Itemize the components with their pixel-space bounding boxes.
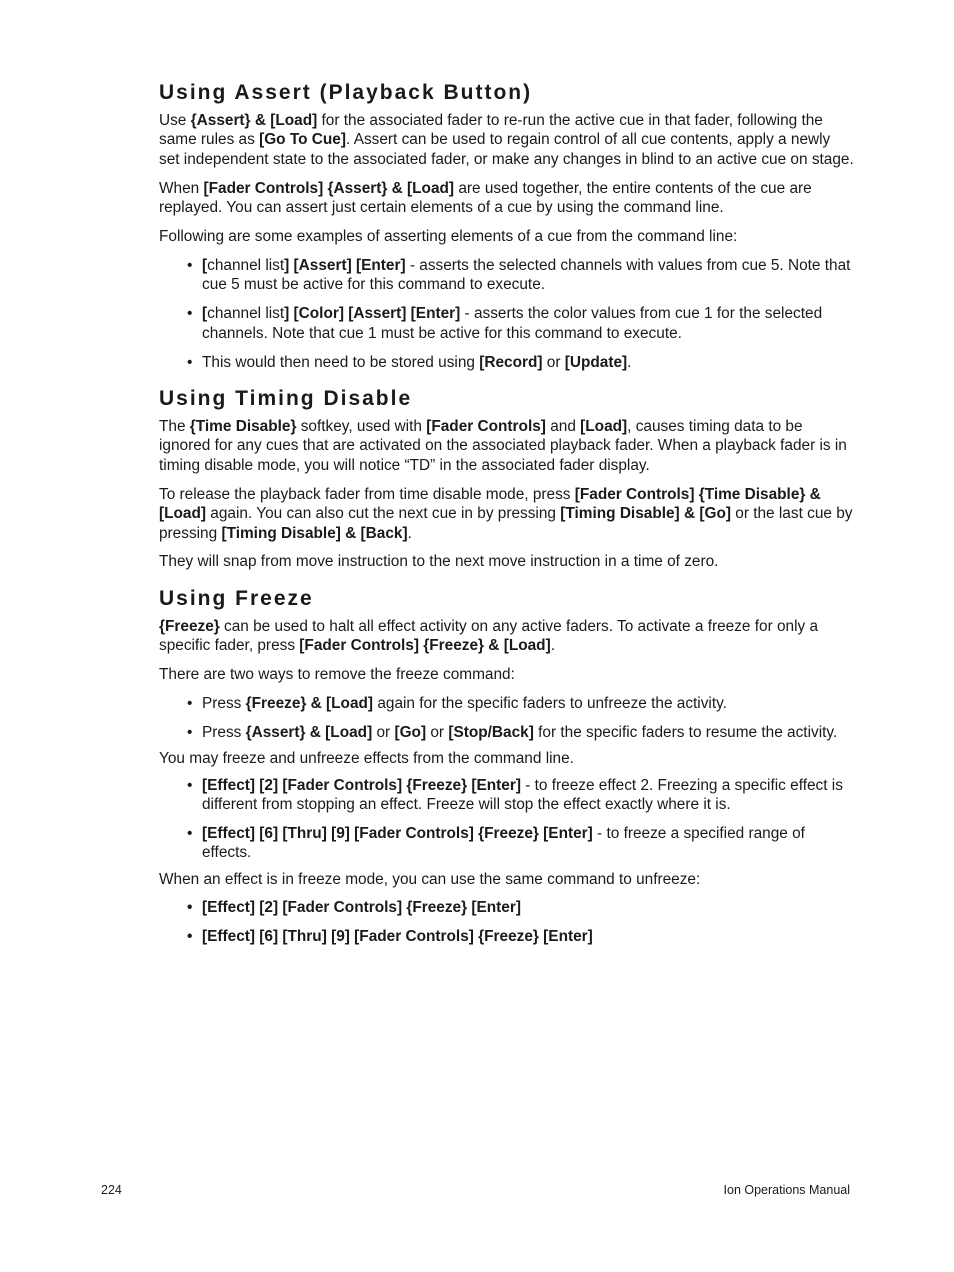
freeze-paragraph-4: When an effect is in freeze mode, you can use the same command to unfreeze:: [159, 870, 701, 888]
bullet-glyph: •: [187, 825, 193, 843]
list-item: • Press {Freeze} & [Load] again for the specific faders to unfreeze the activity.: [187, 695, 727, 713]
freeze-command-list: [159, 776, 855, 863]
section-assert: [159, 80, 855, 372]
unfreeze-command-list: [159, 898, 855, 946]
freeze-paragraph-2: There are two ways to remove the freeze command:: [159, 666, 515, 684]
assert-paragraph-3: Following are some examples of asserting elements of a cue from the command line:: [159, 228, 738, 246]
freeze-paragraph-1: {Freeze} can be used to halt all effect activity on any active faders. To activate a freeze for only a specific fader, press [Fader Controls] {Freeze} & [Load].: [159, 617, 819, 655]
list-item: • This would then need to be stored using [Record] or [Update].: [187, 353, 632, 371]
timing-paragraph-1: The {Time Disable} softkey, used with [Fader Controls] and [Load], causes timing data to be ignored for any cues that are activated on the associated playback fader. When a playback fader is in timing disable mode, you will notice “TD” in the associated fader display.: [159, 417, 847, 474]
heading-using-freeze: Using Freeze: [159, 586, 314, 610]
section-freeze: [159, 586, 855, 947]
list-item: • [channel list] [Assert] [Enter] - asserts the selected channels with values from cue 5. Note that cue 5 must be active for this command to execute.: [187, 256, 851, 294]
list-item: • [Effect] [2] [Fader Controls] {Freeze} [Enter] - to freeze effect 2. Freezing a specific effect is different from stopping an effect. Freeze will stop the effect exactly where it is.: [187, 776, 843, 814]
page-number: 224: [101, 1183, 122, 1197]
list-item: • Press {Assert} & [Load] or [Go] or [Stop/Back] for the specific faders to resume the activity.: [187, 723, 838, 741]
list-item: • [Effect] [6] [Thru] [9] [Fader Controls] {Freeze} [Enter]: [187, 928, 593, 946]
freeze-paragraph-3: You may freeze and unfreeze effects from the command line.: [159, 750, 574, 768]
bullet-glyph: •: [187, 928, 193, 946]
assert-examples-list: [159, 256, 855, 372]
bullet-glyph: •: [187, 353, 193, 371]
bullet-glyph: •: [187, 256, 193, 274]
section-timing-disable: [159, 386, 855, 572]
page-content: [159, 80, 855, 956]
timing-paragraph-2: To release the playback fader from time disable mode, press [Fader Controls] {Time Disable} & [Load] again. You can also cut the next cue in by pressing [Timing Disable] & [Go] or the last cue by pressing [Timing Disable] & [Back].: [159, 485, 853, 542]
list-item: • [Effect] [6] [Thru] [9] [Fader Controls] {Freeze} [Enter] - to freeze a specified range of effects.: [187, 825, 805, 862]
bullet-glyph: •: [187, 305, 193, 323]
timing-paragraph-3: They will snap from move instruction to the next move instruction in a time of zero.: [159, 553, 719, 571]
list-item: • [channel list] [Color] [Assert] [Enter] - asserts the color values from cue 1 for the selected channels. Note that cue 1 must be active for this command to execute.: [187, 305, 823, 342]
bullet-glyph: •: [187, 723, 193, 741]
heading-using-assert: Using Assert (Playback Button): [159, 81, 533, 104]
assert-paragraph-1: Use {Assert} & [Load] for the associated fader to re-run the active cue in that fader, following the same rules as [Go To Cue]. Assert can be used to regain control of all cue contents, apply a newly set independent state to the associated fader, or make any changes in blind to an active cue on stage.: [159, 112, 854, 168]
manual-title: Ion Operations Manual: [723, 1183, 850, 1197]
bullet-glyph: •: [187, 695, 193, 713]
list-item: • [Effect] [2] [Fader Controls] {Freeze} [Enter]: [187, 899, 521, 917]
bullet-glyph: •: [187, 776, 193, 794]
freeze-remove-list: [159, 694, 855, 742]
bullet-glyph: •: [187, 899, 193, 917]
heading-using-timing-disable: Using Timing Disable: [159, 386, 413, 410]
assert-paragraph-2: When [Fader Controls] {Assert} & [Load] are used together, the entire contents of the cue are replayed. You can assert just certain elements of a cue by using the command line.: [159, 179, 812, 217]
